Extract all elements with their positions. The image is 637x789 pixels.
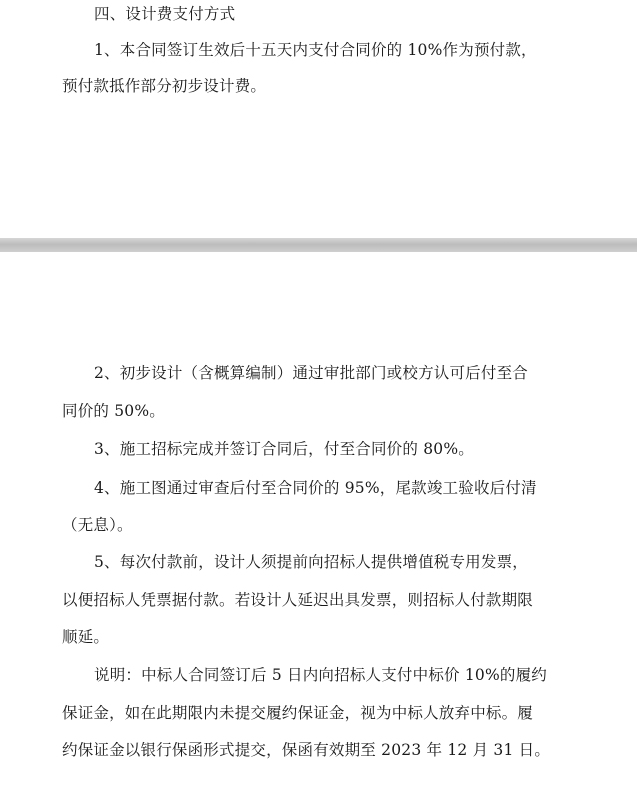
paragraph-4-line-2: （无息）。 [62,516,133,534]
note-line-3: 约保证金以银行保函形式提交，保函有效期至 2023 年 12 月 31 日。 [62,741,551,759]
page-divider [0,238,637,252]
note-line-2: 保证金，如在此期限内未提交履约保证金，视为中标人放弃中标。履 [62,704,534,722]
paragraph-3-line-1: 3、施工招标完成并签订合同后，付至合同价的 80%。 [94,440,474,458]
paragraph-5-line-2: 以便招标人凭票据付款。若设计人延迟出具发票，则招标人付款期限 [62,591,534,609]
section-heading: 四、设计费支付方式 [94,5,236,23]
paragraph-4-line-1: 4、施工图通过审查后付至合同价的 95%，尾款竣工验收后付清 [94,479,537,497]
paragraph-1-line-1: 1、本合同签订生效后十五天内支付合同价的 10%作为预付款， [94,41,537,59]
paragraph-2-line-1: 2、初步设计（含概算编制）通过审批部门或校方认可后付至合 [94,364,528,382]
paragraph-2-line-2: 同价的 50%。 [62,402,165,420]
paragraph-1-line-2: 预付款抵作部分初步设计费。 [62,77,267,95]
note-line-1: 说明：中标人合同签订后 5 日内向招标人支付中标价 10%的履约 [94,666,547,684]
document-page-bottom [0,252,637,789]
document-page-top [0,0,637,238]
paragraph-5-line-3: 顺延。 [62,628,110,646]
paragraph-5-line-1: 5、每次付款前，设计人须提前向招标人提供增值税专用发票， [94,553,528,571]
